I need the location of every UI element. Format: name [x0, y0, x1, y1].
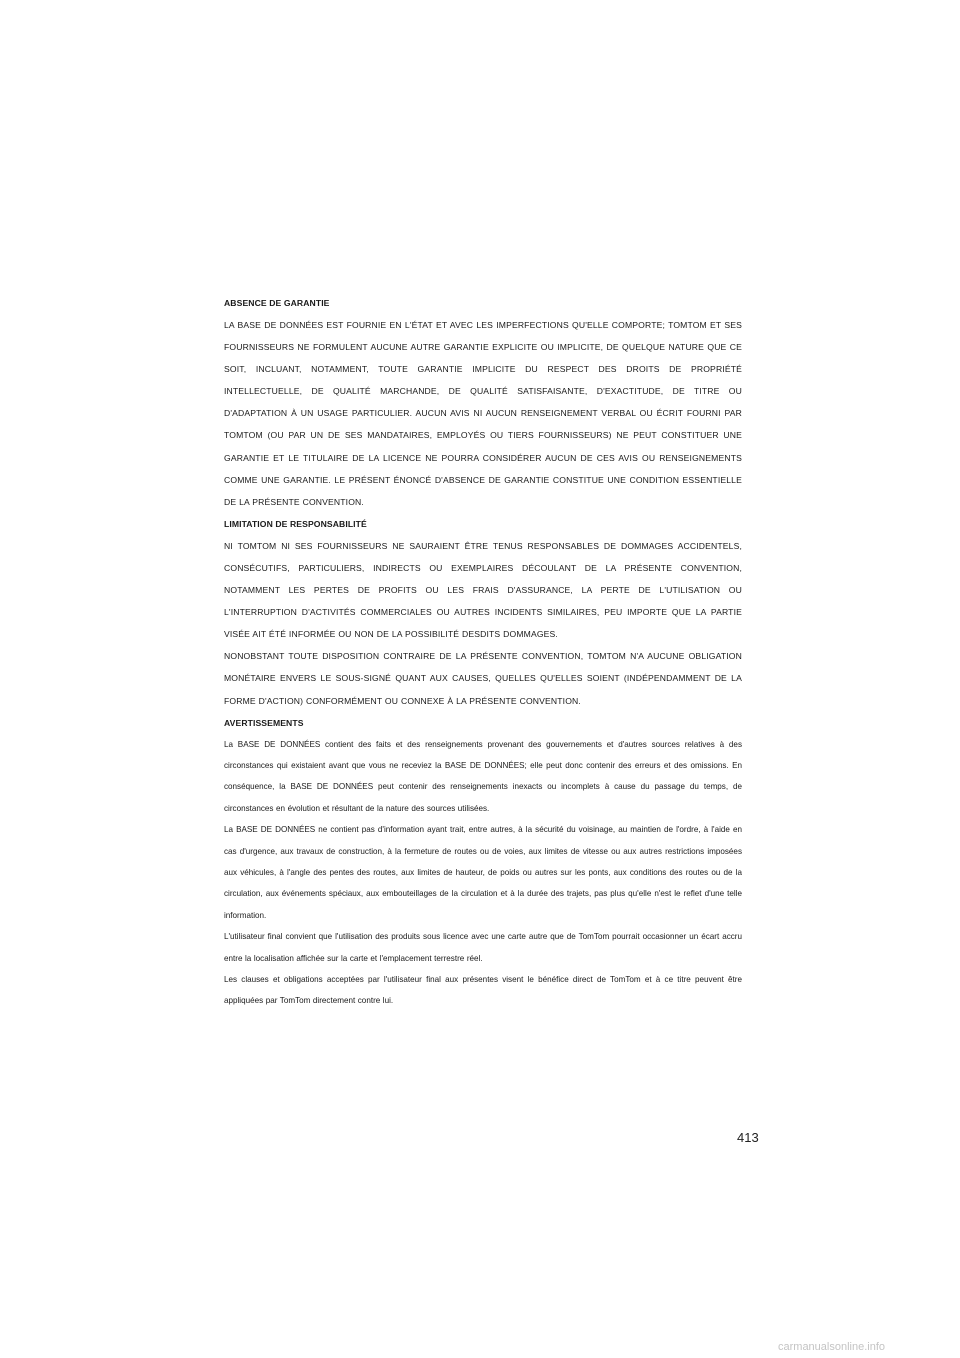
paragraph-avertissements-2: La BASE DE DONNÉES ne contient pas d'information ayant trait, entre autres, à la sécurité du voisinage, au maintien de l'ordre, à l'aide en cas d'urgence, aux travaux de construction, à la fermeture de routes ou de voies, aux limites de vitesse ou aux autres restrictions imposées aux véhicules, à l'angle des pentes des routes, aux limites de hauteur, de poids ou autres sur les ponts, aux conditions des routes ou de la circulation, aux événements spéciaux, aux embouteillages de la circulation et à la durée des trajets, pas plus qu'elle n'est le reflet d'une telle information.: [224, 825, 742, 920]
document-body: [224, 292, 742, 1012]
section-heading-limitation-de-responsabilite: LIMITATION DE RESPONSABILITÉ: [224, 518, 367, 529]
page-number: 413: [737, 1130, 759, 1145]
paragraph-avertissements-3: L'utilisateur final convient que l'utilisation des produits sous licence avec une carte autre que de TomTom pourrait occasionner un écart accru entre la localisation affichée sur la carte et l'emplacement terrestre réel.: [224, 932, 742, 963]
section-heading-absence-de-garantie: ABSENCE DE GARANTIE: [224, 298, 330, 308]
paragraph-limitation-2: NONOBSTANT TOUTE DISPOSITION CONTRAIRE DE LA PRÉSENTE CONVENTION, TOMTOM N'A AUCUNE OBLIGATION MONÉTAIRE ENVERS LE SOUS-SIGNÉ QUANT AUX CAUSES, QUELLES QU'ELLES SOIENT (INDÉPENDAMMENT DE LA FORME D'ACTION) CONFORMÉMENT OU CONNEXE À LA PRÉSENTE CONVENTION.: [224, 651, 742, 706]
paragraph-limitation-1: NI TOMTOM NI SES FOURNISSEURS NE SAURAIENT ÊTRE TENUS RESPONSABLES DE DOMMAGES ACCIDENTELS, CONSÉCUTIFS, PARTICULIERS, INDIRECTS OU EXEMPLAIRES DÉCOULANT DE LA PRÉSENTE CONVENTION, NOTAMMENT LES PERTES DE PROFITS OU LES FRAIS D'ASSURANCE, LA PERTE DE L'UTILISATION OU L'INTERRUPTION D'ACTIVITÉS COMMERCIALES OU AUTRES INCIDENTS SIMILAIRES, PEU IMPORTE QUE LA PARTIE VISÉE AIT ÉTÉ INFORMÉE OU NON DE LA POSSIBILITÉ DESDITS DOMMAGES.: [224, 540, 742, 640]
paragraph-absence-de-garantie: LA BASE DE DONNÉES EST FOURNIE EN L'ÉTAT ET AVEC LES IMPERFECTIONS QU'ELLE COMPORTE; TOMTOM ET SES FOURNISSEURS NE FORMULENT AUCUNE AUTRE GARANTIE EXPLICITE OU IMPLICITE, DE QUELQUE NATURE QUE CE SOIT, INCLUANT, NOTAMMENT, TOUTE GARANTIE IMPLICITE DU RESPECT DES DROITS DE PROPRIÉTÉ INTELLECTUELLE, DE QUALITÉ MARCHANDE, DE QUALITÉ SATISFAISANTE, D'EXACTITUDE, DE TITRE OU D'ADAPTATION À UN USAGE PARTICULIER. AUCUN AVIS NI AUCUN RENSEIGNEMENT VERBAL OU ÉCRIT FOURNI PAR TOMTOM (OU PAR UN DE SES MANDATAIRES, EMPLOYÉS OU TIERS FOURNISSEURS) NE PEUT CONSTITUER UNE GARANTIE ET LE TITULAIRE DE LA LICENCE NE POURRA CONSIDÉRER AUCUN DE CES AVIS OU RENSEIGNEMENTS COMME UNE GARANTIE. LE PRÉSENT ÉNONCÉ D'ABSENCE DE GARANTIE CONSTITUE UNE CONDITION ESSENTIELLE DE LA PRÉSENTE CONVENTION.: [224, 320, 742, 507]
paragraph-avertissements-1: La BASE DE DONNÉES contient des faits et des renseignements provenant des gouvernements et d'autres sources relatives à des circonstances qui existaient avant que vous ne receviez la BASE DE DONNÉES; elle peut donc contenir des erreurs et des omissions. En conséquence, la BASE DE DONNÉES peut contenir des renseignements inexacts ou incomplets à cause du passage du temps, de circonstances en évolution et résultant de la nature des sources utilisées.: [224, 739, 742, 813]
section-heading-avertissements: AVERTISSEMENTS: [224, 717, 304, 728]
paragraph-avertissements-4: Les clauses et obligations acceptées par l'utilisateur final aux présentes visent le bénéfice direct de TomTom et à ce titre peuvent être appliquées par TomTom directement contre lui.: [224, 975, 742, 1006]
watermark: carmanualsonline.info: [778, 1341, 886, 1353]
